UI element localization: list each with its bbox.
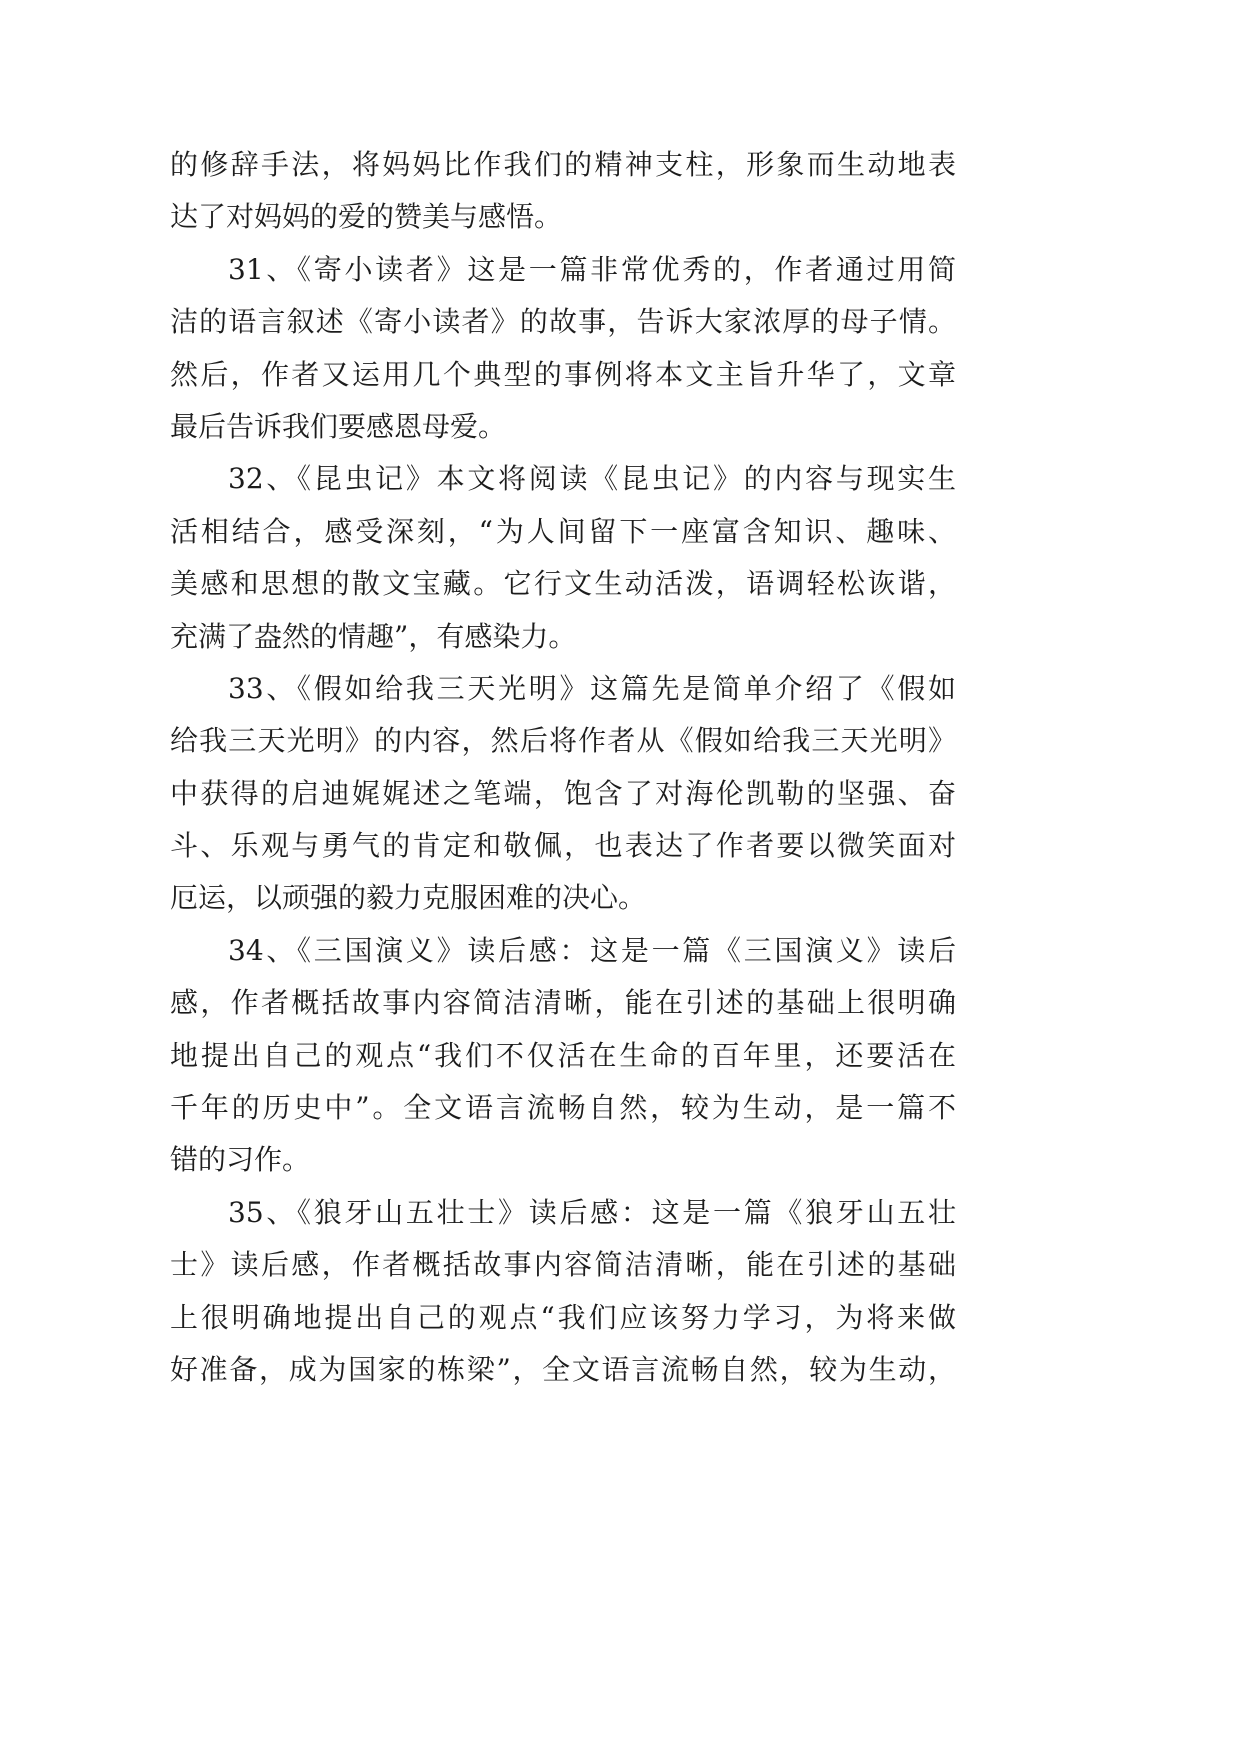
- text-line: 32、《昆虫记》本文将阅读《昆虫记》的内容与现实生: [228, 462, 956, 496]
- text-line: 千年的历史中”。全文语言流畅自然，较为生动，是一篇不: [170, 1091, 956, 1125]
- text-line: 感，作者概括故事内容简洁清晰，能在引述的基础上很明确: [170, 986, 956, 1020]
- text-line: 斗、乐观与勇气的肯定和敬佩，也表达了作者要以微笑面对: [170, 829, 956, 863]
- text-line: 35、《狼牙山五壮士》读后感：这是一篇《狼牙山五壮: [228, 1195, 956, 1229]
- text-line: 洁的语言叙述《寄小读者》的故事，告诉大家浓厚的母子情。: [170, 305, 956, 339]
- text-line: 好准备，成为国家的栋梁”，全文语言流畅自然，较为生动，: [170, 1352, 956, 1386]
- text-line: 31、《寄小读者》这是一篇非常优秀的，作者通过用简: [228, 252, 956, 286]
- text-line: 上很明确地提出自己的观点“我们应该努力学习，为将来做: [170, 1300, 956, 1334]
- text-line: 34、《三国演义》读后感：这是一篇《三国演义》读后: [228, 933, 956, 967]
- paragraph-32: [170, 453, 956, 663]
- text-line: 33、《假如给我三天光明》这篇先是简单介绍了《假如: [228, 671, 956, 705]
- text-line: 最后告诉我们要感恩母爱。: [170, 409, 507, 443]
- text-line: 的修辞手法，将妈妈比作我们的精神支柱，形象而生动地表: [170, 148, 956, 181]
- paragraph-34: [170, 925, 956, 1187]
- paragraph-33: [170, 663, 956, 925]
- paragraph-continued: [170, 139, 956, 244]
- paragraph-35: [170, 1187, 956, 1397]
- paragraph-31: [170, 244, 956, 454]
- text-line: 达了对妈妈的爱的赞美与感悟。: [170, 200, 563, 234]
- text-line: 中获得的启迪娓娓述之笔端，饱含了对海伦凯勒的坚强、奋: [170, 776, 956, 810]
- text-line: 然后，作者又运用几个典型的事例将本文主旨升华了，文章: [170, 357, 956, 391]
- text-line: 地提出自己的观点“我们不仅活在生命的百年里，还要活在: [170, 1038, 956, 1072]
- text-line: 士》读后感，作者概括故事内容简洁清晰，能在引述的基础: [170, 1248, 956, 1282]
- text-line: 厄运，以顽强的毅力克服困难的决心。: [170, 881, 647, 915]
- text-line: 充满了盎然的情趣”，有感染力。: [170, 619, 577, 653]
- text-line: 活相结合，感受深刻，“为人间留下一座富含知识、趣味、: [170, 514, 956, 548]
- text-line: 错的习作。: [170, 1143, 311, 1177]
- body-text: [170, 139, 956, 1396]
- text-line: 给我三天光明》的内容，然后将作者从《假如给我三天光明》: [170, 724, 956, 758]
- text-line: 美感和思想的散文宝藏。它行文生动活泼，语调轻松诙谐，: [170, 567, 956, 601]
